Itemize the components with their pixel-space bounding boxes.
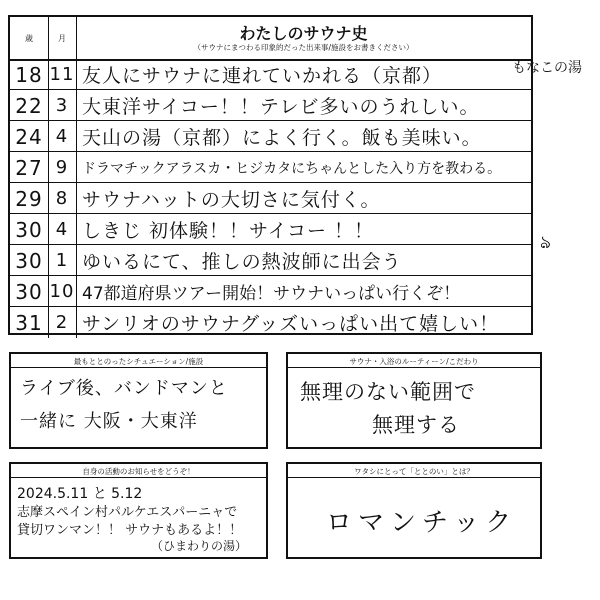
- squiggle-mark: ঌ: [540, 232, 551, 253]
- answer-line: 無理する: [372, 413, 460, 437]
- month-cell: 2: [48, 307, 77, 338]
- answer-line: ライブ後、バンドマンと: [20, 378, 228, 399]
- age-column-header: 歳: [10, 17, 49, 59]
- event-cell: しきじ 初体験！！サイコー ！！: [82, 220, 374, 242]
- month-cell: 4: [48, 121, 77, 152]
- answer-line: 一緒に 大阪・大東洋: [20, 411, 198, 432]
- event-cell: 47都道府県ツアー開始！サウナいっぱい行くぞ！: [82, 284, 461, 304]
- month-cell: 1: [48, 245, 77, 276]
- table-row: [10, 276, 531, 307]
- table-row: [10, 183, 531, 214]
- month-cell: 3: [48, 90, 77, 121]
- event-cell: 天山の湯（京都）によく行く。飯も美味い。: [82, 127, 482, 149]
- month-cell: 10: [48, 276, 77, 307]
- age-cell: 30: [10, 276, 49, 307]
- answer-line: 貸切ワンマン！！ サウナもあるよ！！: [17, 523, 243, 538]
- page-subtitle: （サウナにまつわる印象的だった出来事/施設をお書きください）: [193, 43, 414, 52]
- month-cell: 8: [48, 183, 77, 214]
- answer-line: 無理のない範囲で: [300, 380, 476, 404]
- routine-box: [286, 352, 542, 449]
- age-cell: 30: [10, 214, 49, 245]
- history-rows: [10, 59, 531, 338]
- age-cell: 29: [10, 183, 49, 214]
- totonoi-box: [286, 462, 542, 559]
- margin-note: もなこの湯: [512, 60, 582, 76]
- month-cell: 11: [48, 59, 77, 90]
- month-column-header: 月: [48, 17, 77, 59]
- box-header: 最もととのったシチュエーション/施設: [73, 357, 204, 366]
- header-divider: [288, 367, 540, 368]
- event-cell: 大東洋サイコー！！テレビ多いのうれしい。: [82, 96, 480, 118]
- age-cell: 30: [10, 245, 49, 276]
- table-row: [10, 214, 531, 245]
- table-header: [10, 17, 531, 61]
- announcement-box: [9, 462, 268, 559]
- event-cell: サウナハットの大切さに気付く。: [82, 189, 381, 211]
- table-row: [10, 307, 531, 338]
- table-row: [10, 121, 531, 152]
- table-row: [10, 152, 531, 183]
- age-cell: 27: [10, 152, 49, 183]
- event-cell: 友人にサウナに連れていかれる（京都）: [82, 65, 443, 87]
- age-cell: 31: [10, 307, 49, 338]
- box-header: 自身の活動のお知らせをどうぞ！: [82, 467, 195, 476]
- month-cell: 9: [48, 152, 77, 183]
- page-title: わたしのサウナ史: [239, 24, 368, 43]
- answer-line: 2024.5.11 と 5.12: [17, 486, 143, 502]
- box-header: サウナ・入浴のルーティーン/こだわり: [349, 357, 479, 366]
- header-divider: [11, 477, 266, 478]
- header-divider: [288, 477, 540, 478]
- table-row: [10, 245, 531, 276]
- event-cell: ゆいるにて、推しの熱波師に出会う: [82, 251, 402, 273]
- table-row: [10, 90, 531, 121]
- event-cell: ドラマチックアラスカ・ヒジカタにちゃんとした入り方を教わる。: [82, 160, 502, 177]
- answer-line: 志摩スペイン村パルケエスパーニャで: [17, 505, 238, 520]
- age-cell: 22: [10, 90, 49, 121]
- best-situation-box: [9, 352, 268, 449]
- answer-text: ロマンチック: [326, 508, 518, 538]
- age-cell: 18: [10, 59, 49, 90]
- box-header: ワタシにとって「ととのい」とは？: [354, 467, 474, 476]
- sauna-history-table: [8, 15, 533, 335]
- age-cell: 24: [10, 121, 49, 152]
- month-cell: 4: [48, 214, 77, 245]
- header-divider: [11, 367, 266, 368]
- answer-line: （ひまわりの湯）: [151, 539, 248, 553]
- event-cell: サンリオのサウナグッズいっぱい出て嬉しい！: [82, 313, 500, 335]
- table-row: [10, 59, 531, 90]
